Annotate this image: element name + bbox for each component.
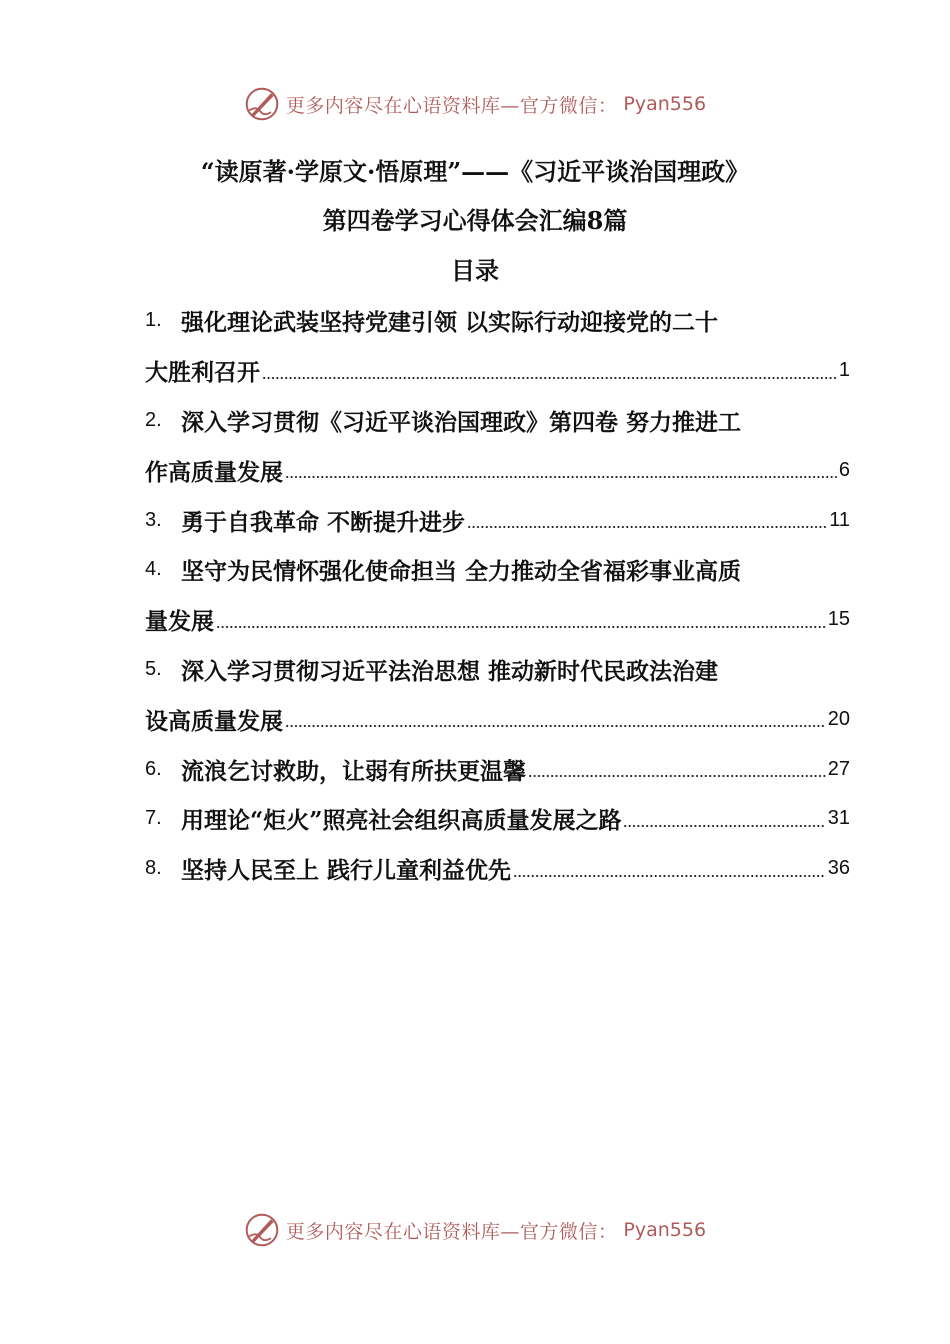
dot-leader (467, 524, 827, 530)
toc-number: 3. (145, 508, 162, 531)
toc-number: 2. (145, 408, 162, 431)
toc-page-number: 1 (838, 359, 850, 382)
toc-entry-7[interactable] (145, 794, 850, 844)
document-title: “读原著·学原文·悟原理”——《习近平谈治国理政》 (200, 157, 750, 186)
toc-number: 7. (145, 807, 162, 830)
dot-leader (285, 723, 826, 729)
toc-page-number: 11 (829, 508, 850, 531)
dot-leader (623, 823, 825, 829)
toc-entry-5-cont[interactable] (145, 694, 850, 744)
toc-title-cont: 作高质量发展 (145, 458, 283, 486)
toc-entry-6[interactable] (145, 744, 850, 794)
toc-page-number: 20 (827, 707, 850, 730)
table-of-contents (145, 296, 850, 894)
toc-page-number: 15 (827, 608, 850, 631)
dot-leader (216, 624, 826, 630)
dot-leader (262, 375, 837, 381)
banner-text: 更多内容尽在心语资料库—官方微信： (285, 1220, 618, 1243)
toc-title: 深入学习贯彻《习近平谈治国理政》第四卷 努力推进工 (181, 408, 742, 436)
toc-entry-4[interactable] (145, 545, 850, 595)
dot-leader (528, 773, 826, 779)
toc-title-cont: 量发展 (145, 608, 214, 636)
header-banner (0, 82, 950, 126)
toc-title: 勇于自我革命 不断提升进步 (181, 508, 466, 536)
toc-entry-5[interactable] (145, 645, 850, 695)
toc-heading: 目录 (451, 256, 499, 285)
toc-number: 1. (145, 309, 162, 332)
toc-number: 5. (145, 657, 162, 680)
toc-title-cont: 大胜利召开 (145, 359, 260, 387)
wechat-handle: Pyan556 (623, 1219, 707, 1241)
toc-number: 8. (145, 857, 162, 880)
toc-number: 6. (145, 757, 162, 780)
wechat-handle: Pyan556 (623, 93, 707, 115)
quill-logo-icon (244, 1212, 280, 1248)
toc-title: 流浪乞讨救助，让弱有所扶更温馨 (181, 757, 526, 785)
toc-title-cont: 设高质量发展 (145, 707, 283, 735)
toc-title: 坚守为民情怀强化使命担当 全力推动全省福彩事业高质 (181, 558, 742, 586)
dot-leader (513, 873, 826, 879)
quill-logo-icon (244, 86, 280, 122)
footer-banner (0, 1208, 950, 1252)
toc-page-number: 6 (838, 458, 850, 481)
toc-entry-2-cont[interactable] (145, 445, 850, 495)
toc-entry-4-cont[interactable] (145, 595, 850, 645)
toc-entry-1-cont[interactable] (145, 346, 850, 396)
toc-page-number: 36 (827, 857, 850, 880)
toc-title: 用理论“炬火”照亮社会组织高质量发展之路 (181, 807, 622, 835)
toc-page-number: 27 (827, 757, 850, 780)
document-subtitle: 第四卷学习心得体会汇编8篇 (322, 206, 628, 235)
toc-title: 深入学习贯彻习近平法治思想 推动新时代民政法治建 (181, 657, 719, 685)
toc-title: 强化理论武装坚持党建引领 以实际行动迎接党的二十 (181, 309, 719, 337)
toc-entry-3[interactable] (145, 495, 850, 545)
toc-title: 坚持人民至上 践行儿童利益优先 (181, 857, 512, 885)
toc-page-number: 31 (827, 807, 850, 830)
toc-entry-2[interactable] (145, 396, 850, 446)
dot-leader (285, 474, 837, 480)
banner-text: 更多内容尽在心语资料库—官方微信： (285, 94, 618, 117)
toc-entry-1[interactable] (145, 296, 850, 346)
toc-number: 4. (145, 558, 162, 581)
toc-entry-8[interactable] (145, 844, 850, 894)
